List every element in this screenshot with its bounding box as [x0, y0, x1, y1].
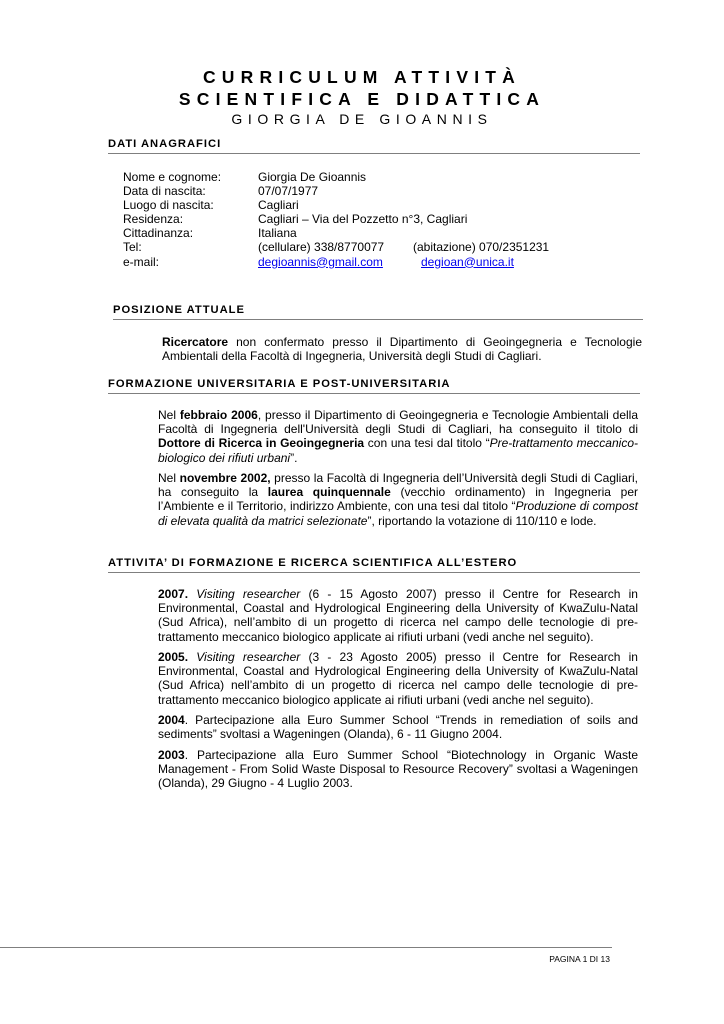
section-heading-formazione: FORMAZIONE UNIVERSITARIA E POST-UNIVERSITARIA — [108, 377, 640, 394]
text-span: (vecchio ordinamento) in Ingegneria per l’Ambiente e il Territorio, indirizzo Ambiente, con una tesi dal titolo “ — [158, 485, 638, 514]
info-label: Residenza: — [123, 212, 184, 227]
title-line-1: CURRICULUM ATTIVITÀ — [202, 67, 522, 87]
text-span: ”, riportando la votazione di 110/110 e lode. — [367, 513, 597, 528]
entry-year: 2007. — [158, 587, 189, 601]
text-italic: Produzione di compost di elevata qualità da matrici selezionate — [158, 499, 638, 528]
entry-year: 2004 — [158, 713, 185, 727]
info-label: Cittadinanza: — [123, 226, 194, 241]
info-label: Data di nascita: — [123, 184, 206, 199]
title-line-2: SCIENTIFICA E DIDATTICA — [178, 89, 546, 109]
text-bold: Dottore di Ricerca in Geoingegneria — [158, 436, 365, 451]
text-span: , presso il Dipartimento di Geoingegneria e Tecnologie Ambientali della Facoltà di Ingegneria dell'Università degli Studi di Cagliari, ha conseguito il titolo di — [158, 408, 639, 437]
phone-home: (abitazione) 070/2351231 — [413, 240, 550, 255]
posizione-role: Ricercatore — [162, 335, 229, 349]
text-span: (3 - 23 Agosto 2005) presso il Centre for Research in Environmental, Coastal and Hydrological Engineering della University of KwaZulu-Natal (Sud Africa) nell’ambito di un progetto di ricerca nel campo delle tecnologie di pre-trattamento meccanico biologico applicate ai rifiuti urbani (vedi anche nel seguito). — [158, 650, 638, 707]
info-value: Giorgia De Gioannis — [258, 170, 367, 184]
info-label: Luogo di nascita: — [123, 198, 214, 213]
document-title — [0, 66, 724, 128]
info-label: e-mail: — [123, 254, 160, 269]
entry-year: 2003 — [158, 748, 185, 762]
text-italic: Pre-trattamento meccanico-biologico dei rifiuti urbani — [158, 436, 638, 465]
section-heading-posizione: POSIZIONE ATTUALE — [113, 303, 643, 320]
text-span: Nel — [158, 408, 180, 422]
text-span: Nel — [158, 471, 180, 485]
text-span: (6 - 15 Agosto 2007) presso il Centre for Research in Environmental, Coastal and Hydrological Engineering della University of KwaZulu-Natal (Sud Africa), nell’ambito di un progetto di ricerca nel campo delle tecnologie di pre-trattamento meccanico biologico applicate ai rifiuti urbani (vedi anche nel seguito). — [158, 587, 638, 644]
text-italic: Visiting researcher — [196, 587, 301, 601]
email-link-unica[interactable] — [421, 255, 514, 269]
text-bold: laurea quinquennale — [267, 485, 391, 500]
section-heading-anagrafici: DATI ANAGRAFICI — [108, 137, 640, 154]
formazione-paragraph-phd — [158, 408, 638, 465]
posizione-text: non confermato presso il Dipartimento di Geoingegneria e Tecnologie Ambientali della Facoltà di Ingegneria, Università degli Studi di Cagliari. — [162, 335, 642, 364]
text-span: . Partecipazione alla Euro Summer School “Trends in remediation of soils and sediments” svoltasi a Wageningen (Olanda), 6 - 11 Giugno 2004. — [158, 713, 638, 742]
info-label: Tel: — [123, 240, 142, 255]
info-value: Cagliari — [258, 198, 299, 213]
estero-entry-2003 — [158, 748, 638, 791]
info-label: Nome e cognome: — [123, 170, 222, 184]
text-span: presso la Facoltà di Ingegneria dell’Università degli Studi di Cagliari, ha conseguito la — [158, 471, 639, 500]
formazione-paragraph-laurea — [158, 471, 638, 528]
info-value: 07/07/1977 — [258, 184, 319, 199]
text-span: . Partecipazione alla Euro Summer School “Biotechnology in Organic Waste Management - From Solid Waste Disposal to Resource Recovery” svoltasi a Wageningen (Olanda), 29 Giugno - 4 Luglio 2003. — [158, 748, 638, 791]
footer-divider — [0, 947, 612, 948]
text-span: con una tesi dal titolo “ — [364, 436, 490, 451]
estero-entry-2005 — [158, 650, 638, 707]
author-name: GIORGIA DE GIOANNIS — [231, 111, 493, 127]
text-span: ”. — [290, 450, 298, 465]
text-bold: febbraio 2006 — [179, 408, 258, 422]
entry-year: 2005. — [158, 650, 189, 664]
info-value: Cagliari – Via del Pozzetto n°3, Cagliari — [258, 212, 468, 227]
text-italic: Visiting researcher — [196, 650, 301, 664]
email-link-gmail[interactable] — [258, 255, 383, 269]
page-number: PAGINA 1 DI 13 — [549, 954, 610, 964]
posizione-paragraph — [162, 335, 642, 363]
estero-entry-2004 — [158, 713, 638, 741]
email-link-gmail-text[interactable]: degioannis@gmail.com — [258, 254, 383, 269]
info-value: Italiana — [258, 226, 297, 241]
email-link-unica-text[interactable]: degioan@unica.it — [421, 254, 514, 269]
text-bold: novembre 2002, — [179, 471, 271, 485]
section-heading-estero: ATTIVITA’ DI FORMAZIONE E RICERCA SCIENTIFICA ALL’ESTERO — [108, 556, 640, 573]
phone-mobile: (cellulare) 338/8770077 — [258, 240, 385, 255]
estero-entry-2007 — [158, 587, 638, 644]
